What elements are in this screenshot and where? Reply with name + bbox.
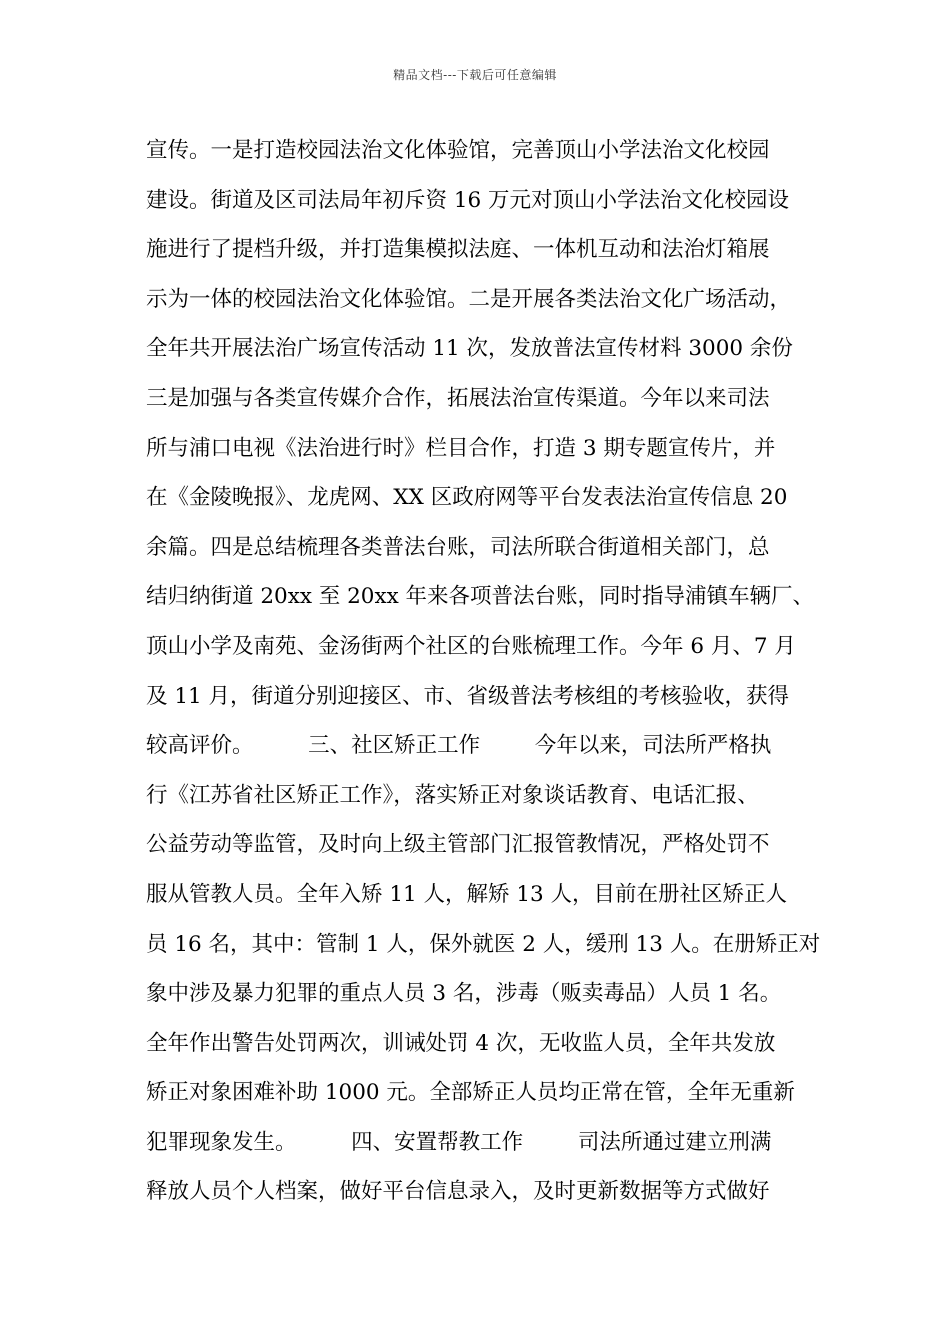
text-line: 释放人员个人档案，做好平台信息录入，及时更新数据等方式做好 bbox=[146, 1179, 770, 1205]
text-line: 公益劳动等监管，及时向上级主管部门汇报管教情况，严格处罚不 bbox=[146, 832, 770, 858]
text-line: 宣传。一是打造校园法治文化体验馆，完善顶山小学法治文化校园 bbox=[146, 138, 770, 163]
text-line: 余篇。四是总结梳理各类普法台账，司法所联合街道相关部门，总 bbox=[146, 534, 770, 560]
text-line: 结归纳街道 20xx 至 20xx 年来各项普法台账，同时指导浦镇车辆厂、 bbox=[146, 584, 815, 610]
text-line: 行《江苏省社区矫正工作》，落实矫正对象谈话教育、电话汇报、 bbox=[146, 782, 759, 808]
text-line: 服从管教人员。全年入矫 11 人，解矫 13 人，目前在册社区矫正人 bbox=[146, 881, 788, 907]
text-line: 象中涉及暴力犯罪的重点人员 3 名，涉毒（贩卖毒品）人员 1 名。 bbox=[146, 981, 782, 1007]
text-line: 在《金陵晚报》、龙虎网、XX 区政府网等平台发表法治宣传信息 20 bbox=[146, 485, 788, 511]
text-line: 全年共开展法治广场宣传活动 11 次，发放普法宣传材料 3000 余份 bbox=[146, 336, 793, 362]
text-line: 全年作出警告处罚两次，训诫处罚 4 次，无收监人员，全年共发放 bbox=[146, 1030, 776, 1056]
text-line: 建设。街道及区司法局年初斥资 16 万元对顶山小学法治文化校园设 bbox=[146, 187, 790, 213]
text-line: 顶山小学及南苑、金汤街两个社区的台账梳理工作。今年 6 月、7 月 bbox=[146, 633, 796, 659]
text-line: 所与浦口电视《法治进行时》栏目合作，打造 3 期专题宣传片，并 bbox=[146, 435, 776, 461]
text-line: 犯罪现象发生。 四、安置帮教工作 司法所通过建立刑满 bbox=[146, 1129, 772, 1155]
text-line: 三是加强与各类宣传媒介合作，拓展法治宣传渠道。今年以来司法 bbox=[146, 385, 770, 411]
text-line: 矫正对象困难补助 1000 元。全部矫正人员均正常在管，全年无重新 bbox=[146, 1080, 795, 1106]
text-line: 较高评价。 三、社区矫正工作 今年以来，司法所严格执 bbox=[146, 733, 772, 759]
text-line: 员 16 名，其中：管制 1 人，保外就医 2 人，缓刑 13 人。在册矫正对 bbox=[146, 931, 821, 957]
body-text bbox=[146, 126, 821, 1217]
text-line: 及 11 月，街道分别迎接区、市、省级普法考核组的考核验收，获得 bbox=[146, 683, 790, 709]
text-line: 施进行了提档升级，并打造集模拟法庭、一体机互动和法治灯箱展 bbox=[146, 237, 770, 263]
text-line: 示为一体的校园法治文化体验馆。二是开展各类法治文化广场活动， bbox=[146, 286, 792, 312]
page-header: 精品文档---下载后可任意编辑 bbox=[393, 68, 557, 82]
